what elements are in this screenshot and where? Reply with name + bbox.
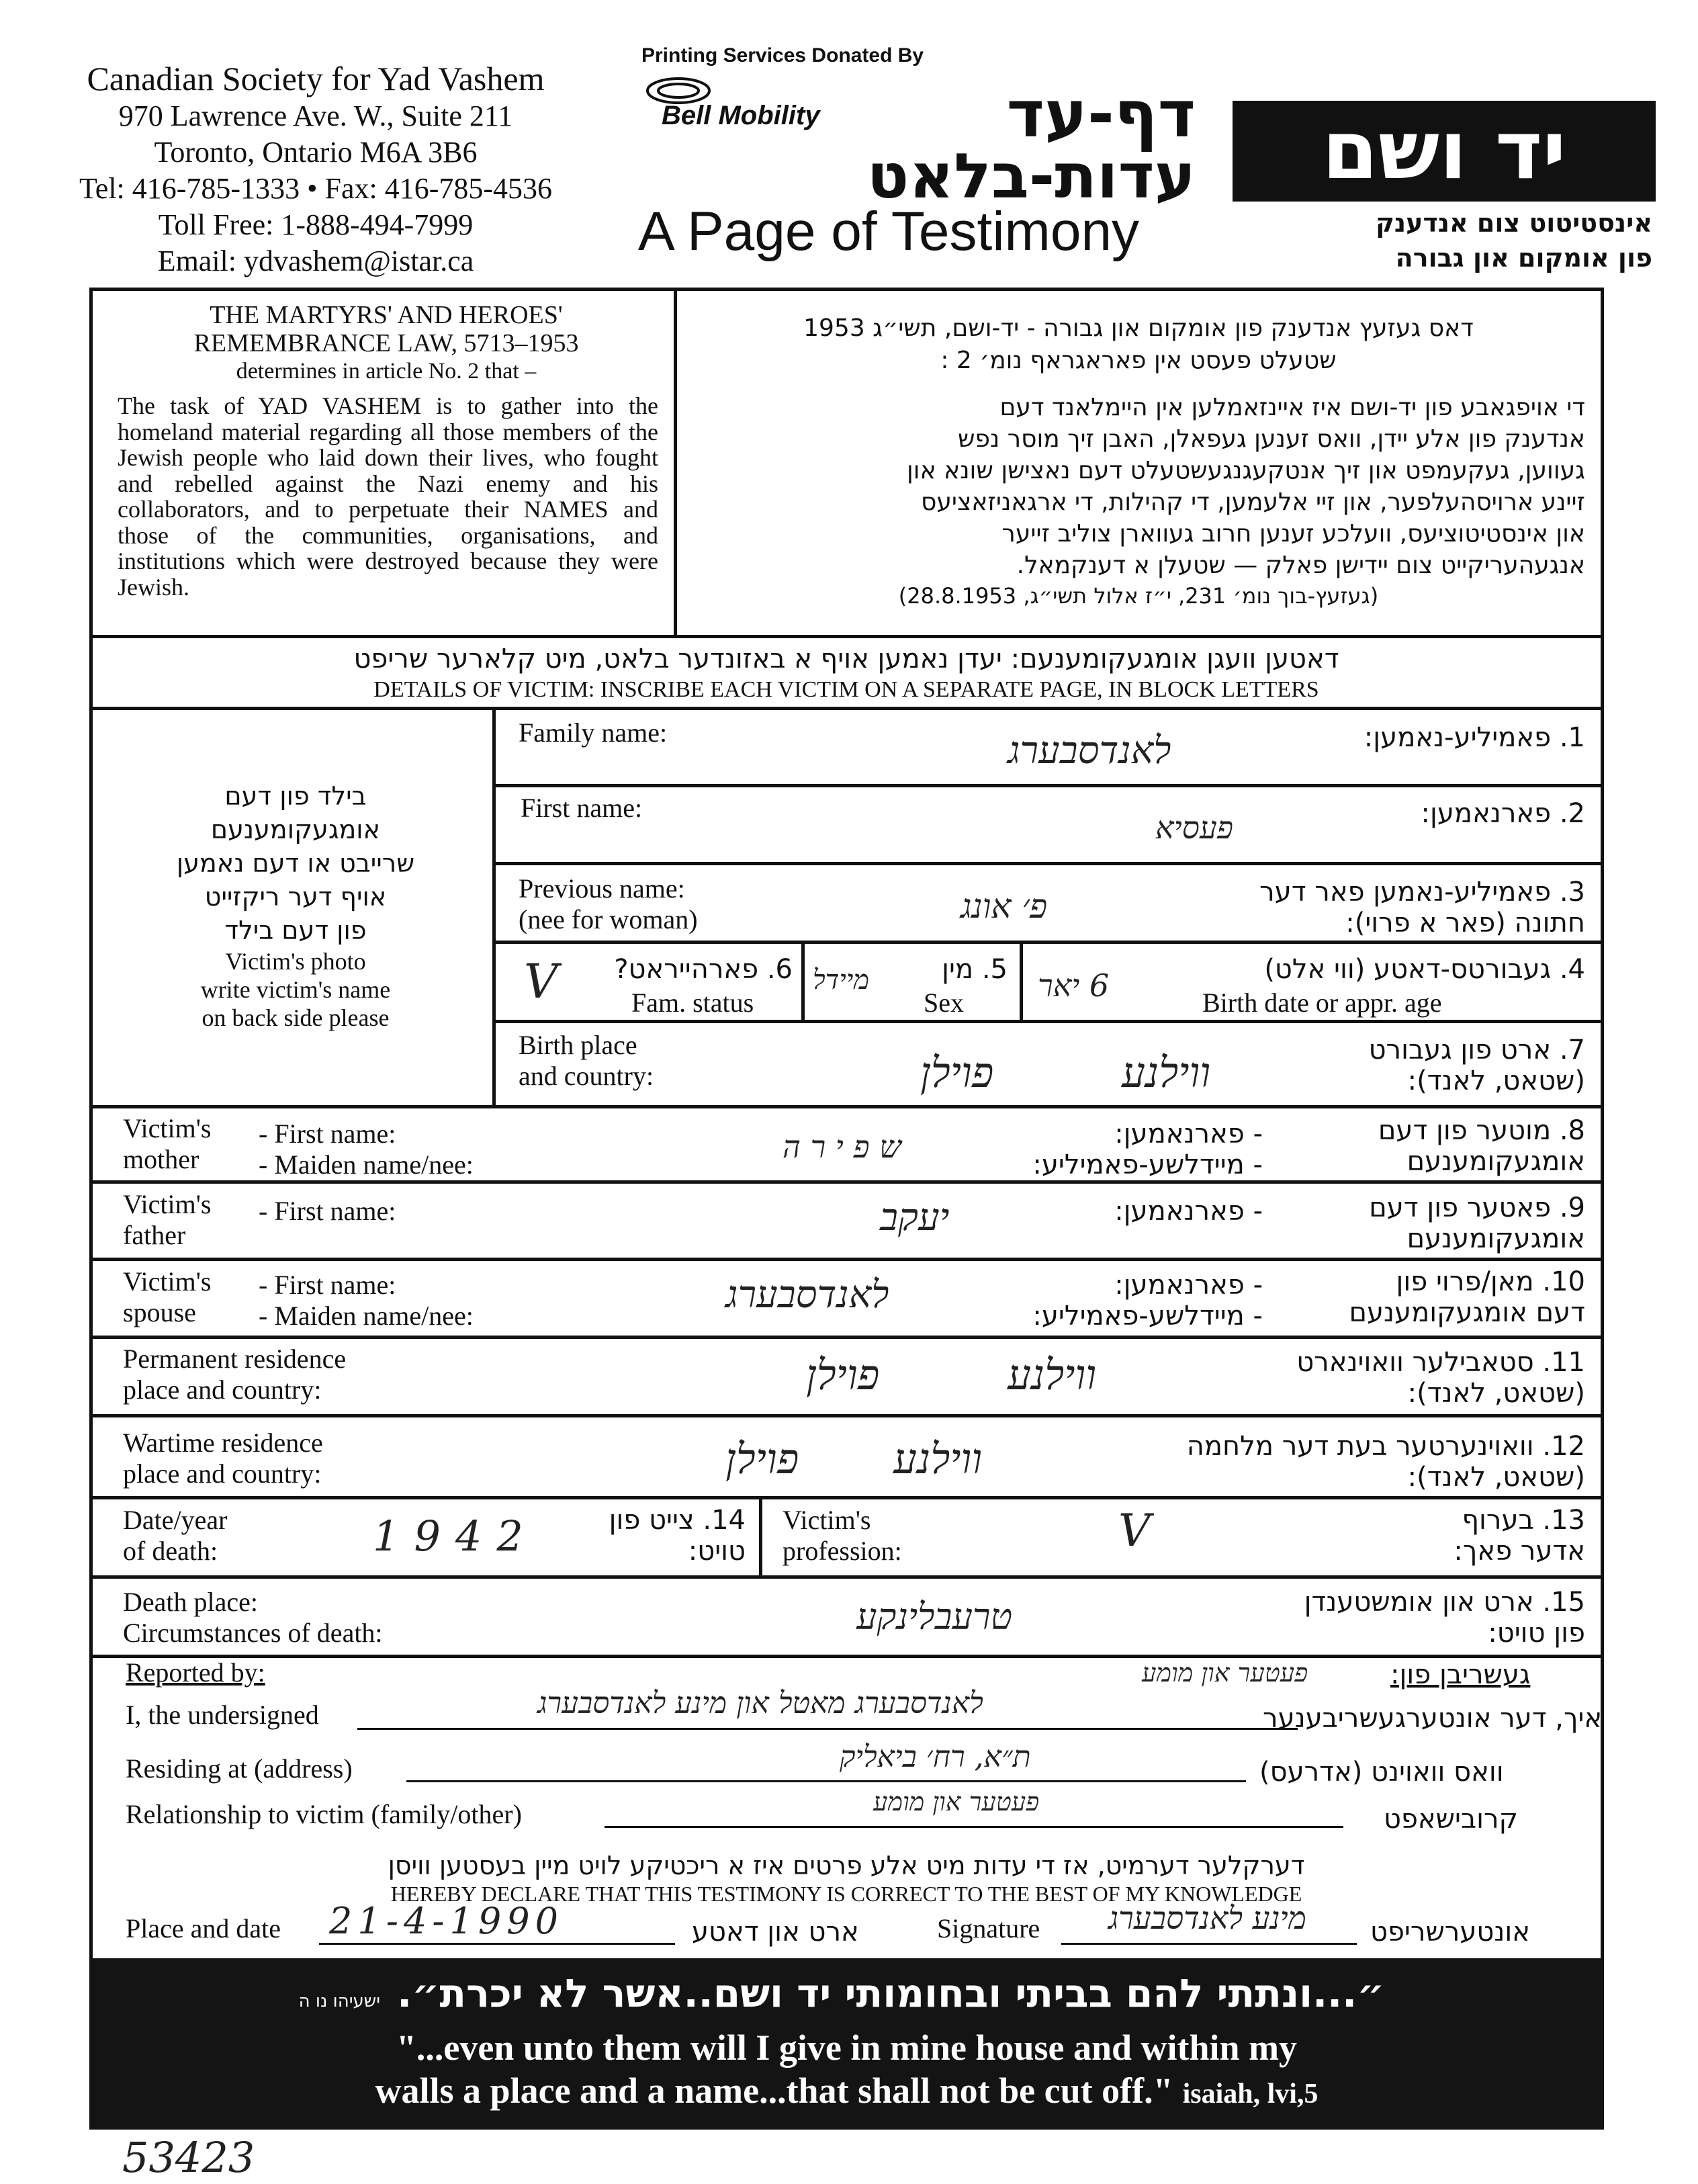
archive-number: 53423 bbox=[122, 2133, 255, 2182]
declaration: HEREBY DECLARE THAT THIS TESTIMONY IS CORRECT TO THE BEST OF MY KNOWLEDGE bbox=[390, 1882, 1302, 1906]
org-address2: Toronto, Ontario M6A 3B6 bbox=[154, 136, 478, 169]
residing-value[interactable]: ת״א, רח׳ ביאליק bbox=[840, 1740, 1031, 1774]
declaration-hebrew: דערקלער דערמיט, אז די עדות מיט אלע פרטים איז א ריכטיקע לויט מיין בעסטען וויסן bbox=[388, 1851, 1305, 1880]
law-heb-line: און אינסטיטוציעס, וועלכע זענען חרוב געווארן צוליב זייער bbox=[1001, 520, 1585, 548]
spouse-value[interactable]: לאנדסבערג bbox=[725, 1273, 889, 1317]
residing-label: Residing at (address) bbox=[126, 1753, 353, 1784]
law-body: The task of YAD VASHEM is to gather into the homeland material regarding all those members of the Jewish people who laid down their lives, who fought and rebelled against the Nazi enemy and his collaborators, and to perpetuate their NAMES and those of the communities, organisations, and institutions which were destroyed because they were Jewish. bbox=[118, 392, 658, 601]
place-date-label-hebrew: ארט און דאטע bbox=[692, 1917, 859, 1948]
father-sublabel-hebrew: - פארנאמען: bbox=[1114, 1196, 1263, 1227]
logo-mark: יד ושם bbox=[1322, 104, 1566, 198]
photo-instructions: Victim's photo write victim's name on back side please bbox=[200, 948, 391, 1031]
law-head1: THE MARTYRS' AND HEROES' bbox=[210, 301, 563, 329]
law-heb-line: געווען, געקעמפט און זיך אנטקעגנגעשטעלט דעם נאצישן שונא און bbox=[906, 457, 1585, 484]
profession-value[interactable]: V bbox=[1118, 1505, 1151, 1557]
sponsor-brand: Bell Mobility bbox=[662, 101, 820, 130]
law-head3: determines in article No. 2 that – bbox=[236, 359, 537, 384]
title-hebrew-2: עדות-בלאט bbox=[866, 140, 1196, 212]
profession-label: Victim's profession: bbox=[783, 1505, 902, 1566]
profession-label-hebrew: 13. בערוף אדער פאך: bbox=[1454, 1505, 1585, 1567]
logo-line2: פון אומקום און גבורה bbox=[1395, 243, 1652, 273]
sex-label: Sex bbox=[924, 988, 964, 1018]
logo-line1: אינסטיטוט צום אנדענק bbox=[1375, 208, 1652, 238]
family-name-value[interactable]: לאנדסבערג bbox=[1008, 729, 1171, 773]
sex-label-hebrew: 5. מין bbox=[942, 954, 1008, 985]
law-heb-head2: שטעלט פעסט אין פאראגראף נומ׳ 2 : bbox=[940, 347, 1337, 374]
war-residence-country-value[interactable]: פוילן bbox=[725, 1434, 799, 1483]
page-title: A Page of Testimony bbox=[638, 201, 1140, 262]
war-residence-label: Wartime residence place and country: bbox=[123, 1428, 323, 1489]
birth-place-country-value[interactable]: פוילן bbox=[920, 1048, 994, 1097]
law-hebrew bbox=[692, 312, 1585, 611]
quote-banner bbox=[89, 1958, 1604, 2130]
fam-status-label: Fam. status bbox=[631, 988, 754, 1018]
reported-by-label-hebrew: געשריבן פון: bbox=[1390, 1659, 1531, 1690]
signature-value[interactable]: מינע לאנדסבערג bbox=[1108, 1900, 1306, 1936]
birth-place-label-hebrew: 7. ארט פון געבורט (שטאט, לאנד): bbox=[1368, 1035, 1585, 1096]
law-head2: REMEMBRANCE LAW, 5713–1953 bbox=[193, 329, 579, 357]
perm-residence-city-value[interactable]: ווילנע bbox=[1008, 1350, 1097, 1399]
spouse-sublabels: - First name: - Maiden name/nee: bbox=[259, 1270, 474, 1331]
signature-label-hebrew: אונטערשריפט bbox=[1370, 1917, 1530, 1948]
first-name-label: First name: bbox=[521, 793, 643, 823]
family-name-label-hebrew: 1. פאמיליע-נאמען: bbox=[1364, 722, 1585, 753]
father-sublabel: - First name: bbox=[259, 1196, 396, 1226]
perm-residence-label: Permanent residence place and country: bbox=[123, 1344, 347, 1405]
spouse-sublabels-hebrew: - פארנאמען: - מיידלשע-פאמיליע: bbox=[1032, 1270, 1263, 1331]
perm-residence-label-hebrew: 11. סטאבילער וואוינארט (שטאט, לאנד): bbox=[1296, 1347, 1585, 1409]
reported-by-value[interactable]: פעטער און מומע bbox=[1142, 1658, 1308, 1688]
mother-label-hebrew: 8. מוטער פון דעם אומגעקומענעם bbox=[1378, 1115, 1585, 1177]
death-date-label: Date/year of death: bbox=[123, 1505, 228, 1566]
yad-vashem-logo bbox=[1233, 101, 1656, 202]
law-heb-head1: דאס געזעץ אנדענק פון אומקום און גבורה - יד-ושם, תשי״ג 1953 bbox=[803, 314, 1474, 342]
relationship-label: Relationship to victim (family/other) bbox=[126, 1799, 522, 1829]
place-date-value[interactable]: 21-4-1990 bbox=[329, 1900, 564, 1942]
org-tollfree: Toll Free: 1-888-494-7999 bbox=[158, 208, 474, 241]
sponsor-label: Printing Services Donated By bbox=[641, 44, 924, 67]
first-name-value[interactable]: פעסיא bbox=[1155, 810, 1233, 846]
death-place-label: Death place: Circumstances of death: bbox=[123, 1587, 383, 1648]
fam-status-label-hebrew: 6. פארהייראט? bbox=[614, 954, 793, 985]
quote-english-line2: walls a place and a name...that shall not be cut off." isaiah, lvi,5 bbox=[375, 2070, 1319, 2111]
fam-status-value[interactable]: V bbox=[524, 954, 558, 1009]
first-name-label-hebrew: 2. פארנאמען: bbox=[1421, 798, 1585, 829]
reported-by-label: Reported by: bbox=[126, 1657, 265, 1688]
spouse-label-hebrew: 10. מאן/פרוי פון דעם אומגעקומענעם bbox=[1349, 1266, 1585, 1328]
title-hebrew-1: דף-עד bbox=[1006, 77, 1196, 152]
father-label-hebrew: 9. פאטער פון דעם אומגעקומענעם bbox=[1369, 1192, 1585, 1254]
org-address1: 970 Lawrence Ave. W., Suite 211 bbox=[118, 99, 513, 132]
law-heb-ref: (געזעץ-בוך נומ׳ 231, י״ז אלול תשי״ג, 28.8.1953) bbox=[898, 583, 1379, 609]
father-value[interactable]: יעקב bbox=[880, 1196, 950, 1239]
death-place-label-hebrew: 15. ארט און אומשטענדן פון טויט: bbox=[1304, 1587, 1585, 1649]
signature-label: Signature bbox=[937, 1913, 1040, 1943]
sex-value[interactable]: מיידל bbox=[813, 965, 870, 996]
family-name-label: Family name: bbox=[519, 717, 668, 748]
undersigned-value[interactable]: לאנדסבערג מאטל און מינע לאנדסבערג bbox=[537, 1686, 983, 1720]
law-heb-line: זיינע ארויסהעלפער, און זיי אלעמען, די קהילות, די ארגאניזאציעס bbox=[921, 488, 1585, 516]
relationship-label-hebrew: קרובישאפט bbox=[1384, 1804, 1518, 1835]
war-residence-label-hebrew: 12. וואוינערטער בעת דער מלחמה (שטאט, לאנד): bbox=[1186, 1431, 1585, 1493]
undersigned-label: I, the undersigned bbox=[126, 1700, 319, 1730]
org-email: Email: ydvashem@istar.ca bbox=[157, 245, 474, 277]
quote-hebrew-text: ״...ונתתי להם בביתי ובחומותי יד ושם..אשר לא יכרת״. bbox=[397, 1970, 1385, 2016]
previous-name-label-hebrew: 3. פאמיליע-נאמען פאר דער חתונה (פאר א פרוי): bbox=[1259, 877, 1585, 938]
mother-sublabels-hebrew: - פארנאמען: - מיידלשע-פאמיליע: bbox=[1032, 1119, 1263, 1180]
death-place-value[interactable]: טרעבלינקע bbox=[856, 1596, 1013, 1638]
place-date-label: Place and date bbox=[126, 1913, 281, 1943]
residing-label-hebrew: וואס וואוינט (אדרעס) bbox=[1259, 1757, 1504, 1788]
details-heading: DETAILS OF VICTIM: INSCRIBE EACH VICTIM ON A SEPARATE PAGE, IN BLOCK LETTERS bbox=[373, 677, 1319, 702]
spouse-label: Victim's spouse bbox=[123, 1266, 212, 1327]
details-heading-hebrew: דאטען וועגן אומגעקומענעם: יעדן נאמען אויף א באזונדער בלאט, מיט קלארער שריפט bbox=[353, 644, 1339, 674]
law-english bbox=[111, 301, 662, 386]
birth-place-city-value[interactable]: ווילנע bbox=[1122, 1048, 1211, 1097]
birth-place-label: Birth place and country: bbox=[519, 1030, 654, 1091]
birth-date-label: Birth date or appr. age bbox=[1202, 988, 1442, 1018]
org-name: Canadian Society for Yad Vashem bbox=[87, 60, 545, 97]
law-heb-line: די אויפגאבע פון יד-ושם איז איינזאמלען אין היימלאנד דעם bbox=[999, 394, 1585, 421]
quote-english-line1: "...even unto them will I give in mine house and within my bbox=[396, 2027, 1298, 2068]
law-heb-line: אנדענק פון אלע יידן, וואס זענען געפאלן, האבן זיך מוסר נפש bbox=[957, 425, 1585, 453]
previous-name-value[interactable]: פ׳ אונג bbox=[960, 887, 1048, 926]
mother-value[interactable]: ש פ י ר ה bbox=[783, 1129, 901, 1165]
quote-hebrew bbox=[170, 1970, 1513, 2016]
previous-name-label: Previous name: (nee for woman) bbox=[519, 873, 698, 934]
org-block bbox=[40, 59, 591, 279]
quote-hebrew-ref: ישעיהו נו ה bbox=[298, 1991, 381, 2011]
relationship-value[interactable]: פעטער און מומע bbox=[873, 1787, 1040, 1817]
mother-label: Victim's mother bbox=[123, 1113, 212, 1174]
father-label: Victim's father bbox=[123, 1189, 212, 1250]
undersigned-label-hebrew: איך, דער אונטערגעשריבענער bbox=[1263, 1703, 1603, 1734]
death-date-value[interactable]: 1942 bbox=[373, 1512, 538, 1561]
quote-english-ref: isaiah, lvi,5 bbox=[1182, 2079, 1319, 2109]
law-heb-line: אנגעהעריקייט צום יידישן פאלק — שטעלן א דענקמאל. bbox=[1016, 552, 1585, 579]
mother-sublabels: - First name: - Maiden name/nee: bbox=[259, 1119, 474, 1180]
photo-instructions-hebrew: בילד פון דעם אומגעקומענעם שרייבט או דעם נאמען אויף דער ריקזייט פון דעם בילד bbox=[176, 781, 415, 945]
birth-date-value[interactable]: 6 יאר bbox=[1038, 967, 1110, 1004]
birth-date-label-hebrew: 4. געבורטס-דאטע (ווי אלט) bbox=[1264, 954, 1585, 985]
perm-residence-country-value[interactable]: פוילן bbox=[806, 1350, 880, 1399]
death-date-label-hebrew: 14. צייט פון טויט: bbox=[609, 1505, 746, 1567]
org-phone: Tel: 416-785-1333 • Fax: 416-785-4536 bbox=[79, 172, 553, 205]
war-residence-city-value[interactable]: ווילנע bbox=[893, 1434, 983, 1483]
